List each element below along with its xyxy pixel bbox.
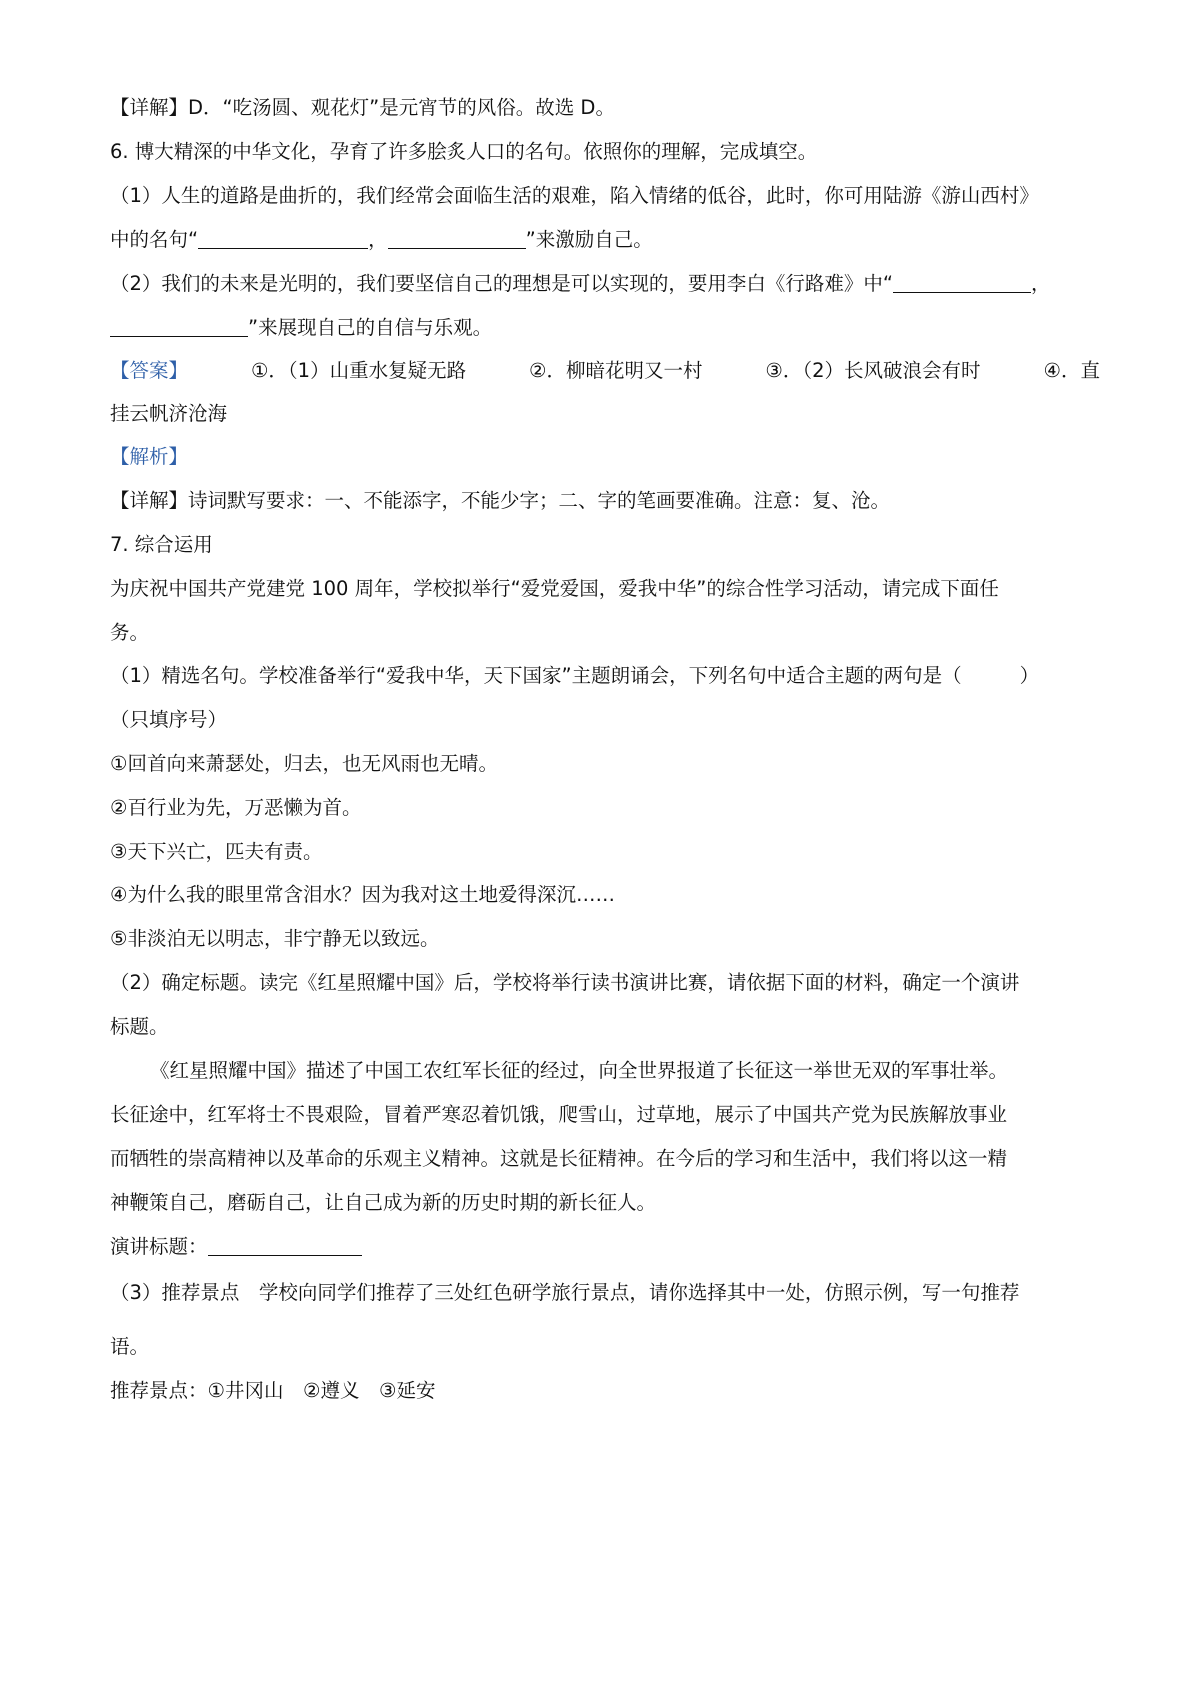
q6-part2-comma: ， xyxy=(1031,272,1051,295)
q6-detail xyxy=(110,487,1100,515)
answer-item-1: ①．（1）山重水复疑无路 xyxy=(250,359,467,382)
q6-part2-line2 xyxy=(110,314,1100,342)
q6-part1-comma: ， xyxy=(368,228,388,251)
detail-label: 【详解】 xyxy=(110,96,189,119)
q6-answer-cont: 挂云帆济沧海 xyxy=(110,402,228,425)
speech-title-blank[interactable] xyxy=(208,1235,362,1256)
material-line: 而牺牲的崇高精神以及革命的乐观主义精神。这就是长征精神。在今后的学习和生活中，我们将以这一精 xyxy=(110,1147,1008,1170)
q7-intro-line2: 务。 xyxy=(110,621,150,644)
q7-part2-line1: （2）确定标题。读完《红星照耀中国》后，学校将举行读书演讲比赛，请依据下面的材料，确定一个演讲 xyxy=(110,971,1020,994)
detail-text: D．“吃汤圆、观花灯”是元宵节的风俗。故选 D。 xyxy=(188,96,615,119)
q6-part2-post: ”来展现自己的自信与乐观。 xyxy=(248,316,493,339)
q7-part1-line1 xyxy=(110,662,1100,690)
answer-item-3: ③．（2）长风破浪会有时 xyxy=(765,359,981,382)
option-item: ③天下兴亡，匹夫有责。 xyxy=(110,840,323,863)
analysis-label: 【解析】 xyxy=(110,445,189,468)
answer-item-4: ④．直 xyxy=(1043,359,1100,382)
q7-intro-line1: 为庆祝中国共产党建党 100 周年，学校拟举行“爱党爱国，爱我中华”的综合性学习活动，请完成下面任 xyxy=(110,577,999,600)
q6-answer-line xyxy=(110,357,1100,385)
q5-detail xyxy=(110,94,1100,122)
q6-stem: 6. 博大精深的中华文化，孕育了许多脍炙人口的名句。依照你的理解，完成填空。 xyxy=(110,140,818,163)
material-line: 神鞭策自己，磨砺自己，让自己成为新的历史时期的新长征人。 xyxy=(110,1191,657,1214)
answer-blank-1[interactable] xyxy=(198,228,368,249)
material-line: 《红星照耀中国》描述了中国工农红军长征的经过，向全世界报道了长征这一举世无双的军事壮举。 xyxy=(150,1059,1009,1082)
q6-part1-line2 xyxy=(110,226,1100,254)
option-item: ⑤非淡泊无以明志，非宁静无以致远。 xyxy=(110,927,440,950)
answer-blank-2[interactable] xyxy=(388,228,526,249)
q7-part1-post: ） xyxy=(1019,664,1040,687)
answer-blank-4[interactable] xyxy=(110,316,248,337)
answer-label: 【答案】 xyxy=(110,359,189,382)
q6-part1-post: ”来激励自己。 xyxy=(525,228,653,251)
answer-blank-3[interactable] xyxy=(893,272,1031,293)
q6-part2-line1 xyxy=(110,270,1100,298)
option-item: ②百行业为先，万恶懒为首。 xyxy=(110,796,362,819)
speech-title-label: 演讲标题： xyxy=(110,1235,208,1258)
q7-part1-pre: （1）精选名句。学校准备举行“爱我中华，天下国家”主题朗诵会，下列名句中适合主题的两句是（ xyxy=(110,664,962,687)
q6-part2-pre: （2）我们的未来是光明的，我们要坚信自己的理想是可以实现的，要用李白《行路难》中“ xyxy=(110,272,894,295)
q7-part3-line1: （3）推荐景点 学校向同学们推荐了三处红色研学旅行景点，请你选择其中一处，仿照示例，写一句推荐 xyxy=(110,1281,1020,1304)
speech-title-row xyxy=(110,1233,1100,1261)
answer-item-2: ②．柳暗花明又一村 xyxy=(529,359,703,382)
q6-part1-line1: （1）人生的道路是曲折的，我们经常会面临生活的艰难，陷入情绪的低谷，此时，你可用陆游《游山西村》 xyxy=(110,184,1039,207)
q7-stem: 7. 综合运用 xyxy=(110,533,213,556)
detail-text: 诗词默写要求：一、不能添字，不能少字；二、字的笔画要准确。注意：复、沧。 xyxy=(188,489,891,512)
q6-part1-pre: 中的名句“ xyxy=(110,228,199,251)
detail-label: 【详解】 xyxy=(110,489,189,512)
material-line: 长征途中，红军将士不畏艰险，冒着严寒忍着饥饿，爬雪山，过草地，展示了中国共产党为民族解放事业 xyxy=(110,1103,1008,1126)
q7-part3-line2: 语。 xyxy=(110,1335,150,1358)
recommended-spots: 推荐景点：①井冈山 ②遵义 ③延安 xyxy=(110,1379,436,1402)
option-item: ④为什么我的眼里常含泪水？因为我对这土地爱得深沉…… xyxy=(110,883,615,906)
option-item: ①回首向来萧瑟处，归去，也无风雨也无晴。 xyxy=(110,752,498,775)
q7-part1-line2: （只填序号） xyxy=(110,708,228,731)
q7-part2-line2: 标题。 xyxy=(110,1015,169,1038)
